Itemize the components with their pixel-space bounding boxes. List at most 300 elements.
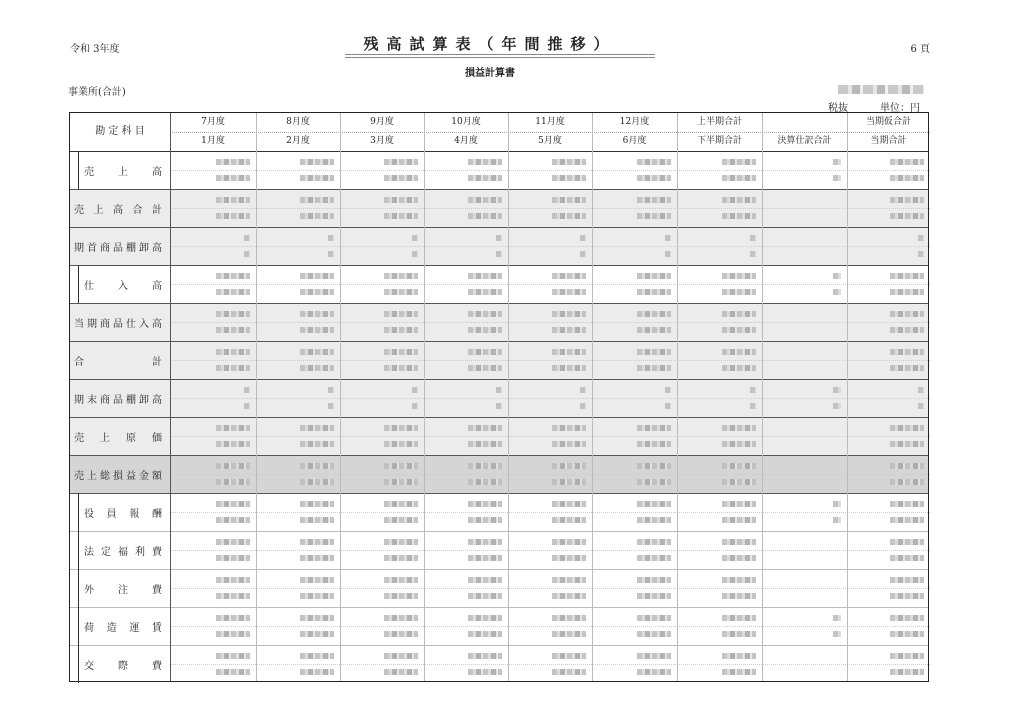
redacted-value: [552, 349, 586, 355]
column-header-bottom: 1月度: [201, 136, 225, 146]
redacted-value: [468, 631, 502, 637]
redacted-value: [468, 425, 502, 431]
redacted-value: [637, 349, 671, 355]
redacted-value: [468, 197, 502, 203]
redacted-value: [216, 441, 250, 447]
redacted-value: [722, 501, 756, 507]
redacted-value: [833, 631, 841, 637]
redacted-value: [468, 539, 502, 545]
account-column-header: 勘 定 科 目: [95, 126, 145, 137]
redacted-value: [637, 365, 671, 371]
redacted-value: [890, 441, 924, 447]
redacted-value: [722, 175, 756, 181]
row-rule: [70, 455, 928, 456]
redacted-value: [722, 653, 756, 659]
redacted-value: [300, 197, 334, 203]
column-header-bottom: 3月度: [370, 136, 394, 146]
redacted-value: [552, 631, 586, 637]
column-rule: [847, 113, 848, 681]
column-header-top: 7月度: [201, 117, 225, 127]
row-label: 当期商品仕入高: [74, 319, 162, 330]
row-rule: [70, 607, 928, 608]
column-header-top: 10月度: [451, 117, 481, 127]
redacted-value: [216, 577, 250, 583]
column-header-top: 当期仮合計: [865, 117, 911, 127]
redacted-value: [552, 479, 586, 485]
redacted-value: [722, 463, 756, 469]
row-divider: [170, 284, 930, 285]
redacted-value: [216, 175, 250, 181]
redacted-value: [637, 289, 671, 295]
redacted-value: [637, 577, 671, 583]
row-label: 売 上 高: [84, 167, 162, 178]
redacted-value: [300, 441, 334, 447]
row-rule: [70, 493, 928, 494]
row-label: 役 員 報 酬: [84, 509, 162, 520]
column-header-bottom: 5月度: [538, 136, 562, 146]
redacted-value: [637, 593, 671, 599]
redacted-value: [552, 289, 586, 295]
redacted-value: [300, 425, 334, 431]
redacted-value: [384, 615, 418, 621]
office-label: 事業所(合計): [68, 87, 126, 98]
redacted-value: [300, 365, 334, 371]
column-header-bottom: 当期合計: [870, 136, 907, 146]
table-row: [70, 645, 928, 683]
column-header-top: 12月度: [619, 117, 650, 127]
redacted-value: [552, 517, 586, 523]
header-bottom-rule: [70, 151, 928, 152]
redacted-value: [552, 425, 586, 431]
redacted-value: [300, 631, 334, 637]
redacted-value: [833, 159, 841, 165]
row-divider: [170, 664, 930, 665]
redacted-value: [552, 539, 586, 545]
redacted-value: [384, 197, 418, 203]
fiscal-year: 令和 3年度: [70, 44, 120, 55]
redacted-value: [890, 159, 924, 165]
redacted-value: [722, 349, 756, 355]
column-rule: [762, 113, 763, 681]
redacted-value: [384, 175, 418, 181]
redacted-value: [300, 539, 334, 545]
table-row: [70, 303, 928, 341]
row-label: 合 計: [74, 357, 162, 368]
redacted-value: [216, 273, 250, 279]
redacted-value: [216, 289, 250, 295]
row-label: 外 注 費: [84, 585, 162, 596]
row-divider: [170, 398, 930, 399]
row-divider: [170, 360, 930, 361]
redacted-value: [890, 653, 924, 659]
redacted-value: [833, 289, 841, 295]
redacted-value: [722, 159, 756, 165]
redacted-value: [890, 327, 924, 333]
redacted-value: [890, 669, 924, 675]
redacted-value: [300, 593, 334, 599]
redacted-value: [468, 365, 502, 371]
redacted-value: [216, 517, 250, 523]
redacted-value: [890, 289, 924, 295]
redacted-value: [833, 387, 841, 393]
redacted-value: [637, 669, 671, 675]
redacted-value: [216, 539, 250, 545]
redacted-value: [328, 403, 334, 409]
redacted-value: [300, 159, 334, 165]
header-divider: [847, 132, 930, 133]
redacted-value: [384, 441, 418, 447]
redacted-value: [665, 387, 671, 393]
redacted-value: [890, 311, 924, 317]
redacted-value: [300, 517, 334, 523]
redacted-value: [384, 365, 418, 371]
redacted-value: [637, 653, 671, 659]
row-divider: [170, 626, 930, 627]
redacted-value: [216, 463, 250, 469]
row-rule: [70, 379, 928, 380]
redacted-value: [300, 463, 334, 469]
redacted-value: [552, 213, 586, 219]
redacted-value: [300, 273, 334, 279]
redacted-value: [890, 197, 924, 203]
redacted-value: [216, 593, 250, 599]
redacted-value: [216, 213, 250, 219]
redacted-value: [637, 311, 671, 317]
redacted-value: [496, 251, 502, 257]
column-rule: [170, 113, 171, 681]
row-rule: [70, 227, 928, 228]
redacted-value: [468, 577, 502, 583]
redacted-value: [468, 669, 502, 675]
redacted-value: [890, 349, 924, 355]
redacted-value: [216, 631, 250, 637]
row-divider: [170, 246, 930, 247]
redacted-value: [637, 273, 671, 279]
redacted-value: [328, 387, 334, 393]
redacted-value: [384, 593, 418, 599]
redacted-value: [890, 273, 924, 279]
redacted-value: [833, 517, 841, 523]
redacted-value: [384, 669, 418, 675]
redacted-value: [468, 175, 502, 181]
redacted-value: [890, 517, 924, 523]
redacted-value: [918, 403, 924, 409]
row-divider: [170, 322, 930, 323]
redacted-value: [890, 615, 924, 621]
row-label: 仕 入 高: [84, 281, 162, 292]
redacted-value: [300, 615, 334, 621]
redacted-value: [890, 425, 924, 431]
row-label: 売 上 原 価: [74, 433, 162, 444]
redacted-value: [722, 289, 756, 295]
redacted-value: [637, 175, 671, 181]
redacted-value: [722, 479, 756, 485]
group-bracket: [78, 151, 79, 189]
redacted-value: [918, 251, 924, 257]
redacted-value: [300, 213, 334, 219]
redacted-value: [890, 213, 924, 219]
redacted-value: [412, 403, 418, 409]
tax-mode: 税抜: [828, 103, 848, 114]
redacted-value: [468, 517, 502, 523]
redacted-value: [890, 555, 924, 561]
redacted-value: [552, 593, 586, 599]
redacted-value: [637, 425, 671, 431]
redacted-value: [722, 631, 756, 637]
redacted-value: [468, 289, 502, 295]
column-header-bottom: 2月度: [286, 136, 310, 146]
redacted-value: [216, 555, 250, 561]
title-underline: [345, 54, 655, 58]
redacted-value: [384, 425, 418, 431]
redacted-value: [468, 349, 502, 355]
redacted-value: [468, 593, 502, 599]
column-header-bottom: 4月度: [454, 136, 478, 146]
row-divider: [170, 208, 930, 209]
table-row: [70, 493, 928, 531]
table-row: [70, 607, 928, 645]
redacted-value: [552, 615, 586, 621]
redacted-value: [216, 669, 250, 675]
redacted-value: [833, 615, 841, 621]
row-rule: [70, 303, 928, 304]
row-rule: [70, 645, 928, 646]
redacted-value: [637, 539, 671, 545]
redacted-value: [750, 251, 756, 257]
redacted-value: [384, 463, 418, 469]
row-rule: [70, 189, 928, 190]
column-header-bottom: 下半期合計: [696, 136, 742, 146]
redacted-value: [216, 311, 250, 317]
redacted-value: [328, 235, 334, 241]
redacted-value: [384, 327, 418, 333]
redacted-value: [637, 479, 671, 485]
unit-label: 単位：円: [880, 103, 920, 114]
redacted-value: [412, 387, 418, 393]
redacted-value: [384, 577, 418, 583]
redacted-value: [637, 159, 671, 165]
redacted-value: [552, 577, 586, 583]
redacted-value: [552, 653, 586, 659]
redacted-value: [300, 669, 334, 675]
redacted-value: [552, 365, 586, 371]
redacted-value: [384, 555, 418, 561]
redacted-value: [552, 463, 586, 469]
redacted-value: [384, 501, 418, 507]
row-divider: [170, 512, 930, 513]
redacted-value: [722, 197, 756, 203]
redacted-value: [468, 213, 502, 219]
redacted-value: [300, 653, 334, 659]
column-header-top: 11月度: [535, 117, 565, 127]
redacted-value: [300, 175, 334, 181]
redacted-value: [384, 311, 418, 317]
redacted-value: [552, 311, 586, 317]
redacted-value: [722, 517, 756, 523]
redacted-value: [300, 327, 334, 333]
redacted-value: [496, 235, 502, 241]
redacted-value: [637, 327, 671, 333]
redacted-value: [384, 159, 418, 165]
redacted-value: [918, 387, 924, 393]
table-row: [70, 341, 928, 379]
redacted-value: [552, 273, 586, 279]
column-rule: [424, 113, 425, 681]
redacted-value: [722, 441, 756, 447]
table-row: [70, 455, 928, 493]
redacted-value: [552, 159, 586, 165]
table-row: [70, 379, 928, 417]
redacted-value: [722, 327, 756, 333]
redacted-value: [580, 387, 586, 393]
trial-balance-table: [69, 112, 929, 682]
redacted-value: [890, 479, 924, 485]
redacted-value: [918, 235, 924, 241]
column-header-top: [762, 113, 847, 132]
redacted-value: [300, 349, 334, 355]
page-number: 6 頁: [910, 44, 930, 55]
redacted-value: [722, 311, 756, 317]
company-name-redacted: [838, 85, 924, 94]
table-row: [70, 531, 928, 569]
row-divider: [170, 170, 930, 171]
redacted-value: [300, 577, 334, 583]
redacted-value: [580, 403, 586, 409]
redacted-value: [468, 555, 502, 561]
table-row: [70, 417, 928, 455]
redacted-value: [468, 653, 502, 659]
redacted-value: [216, 653, 250, 659]
row-divider: [170, 436, 930, 437]
row-label: 期首商品棚卸高: [74, 243, 162, 254]
redacted-value: [468, 311, 502, 317]
redacted-value: [890, 463, 924, 469]
redacted-value: [216, 425, 250, 431]
row-label: 交 際 費: [84, 661, 162, 672]
redacted-value: [890, 593, 924, 599]
column-rule: [256, 113, 257, 681]
redacted-value: [890, 577, 924, 583]
redacted-value: [637, 555, 671, 561]
redacted-value: [552, 669, 586, 675]
column-rule: [508, 113, 509, 681]
redacted-value: [496, 387, 502, 393]
redacted-value: [637, 463, 671, 469]
table-row: [70, 265, 928, 303]
redacted-value: [833, 273, 841, 279]
redacted-value: [468, 159, 502, 165]
redacted-value: [216, 501, 250, 507]
redacted-value: [300, 289, 334, 295]
redacted-value: [722, 555, 756, 561]
redacted-value: [552, 441, 586, 447]
redacted-value: [216, 479, 250, 485]
column-rule: [677, 113, 678, 681]
redacted-value: [300, 501, 334, 507]
row-label: 荷 造 運 賃: [84, 623, 162, 634]
redacted-value: [637, 631, 671, 637]
table-row: [70, 189, 928, 227]
redacted-value: [750, 403, 756, 409]
redacted-value: [216, 197, 250, 203]
redacted-value: [468, 615, 502, 621]
row-rule: [70, 341, 928, 342]
redacted-value: [384, 653, 418, 659]
redacted-value: [384, 631, 418, 637]
redacted-value: [722, 213, 756, 219]
redacted-value: [833, 501, 841, 507]
redacted-value: [384, 289, 418, 295]
redacted-value: [722, 593, 756, 599]
row-label: 売上高合計: [74, 205, 162, 216]
redacted-value: [468, 501, 502, 507]
redacted-value: [750, 235, 756, 241]
redacted-value: [580, 251, 586, 257]
redacted-value: [412, 251, 418, 257]
redacted-value: [637, 615, 671, 621]
redacted-value: [384, 349, 418, 355]
redacted-value: [412, 235, 418, 241]
page-title: 残高試算表（年間推移）: [363, 35, 617, 53]
redacted-value: [244, 251, 250, 257]
redacted-value: [750, 387, 756, 393]
group-bracket: [78, 493, 79, 683]
row-rule: [70, 265, 928, 266]
redacted-value: [244, 235, 250, 241]
redacted-value: [637, 213, 671, 219]
row-rule: [70, 569, 928, 570]
redacted-value: [496, 403, 502, 409]
redacted-value: [384, 479, 418, 485]
redacted-value: [216, 327, 250, 333]
table-row: [70, 569, 928, 607]
redacted-value: [468, 273, 502, 279]
redacted-value: [552, 501, 586, 507]
redacted-value: [637, 197, 671, 203]
redacted-value: [300, 555, 334, 561]
redacted-value: [890, 175, 924, 181]
redacted-value: [384, 213, 418, 219]
redacted-value: [216, 615, 250, 621]
redacted-value: [722, 615, 756, 621]
redacted-value: [384, 517, 418, 523]
redacted-value: [890, 631, 924, 637]
table-row: [70, 151, 928, 189]
column-header-bottom: 6月度: [622, 136, 647, 146]
redacted-value: [722, 539, 756, 545]
report-subtitle: 損益計算書: [465, 68, 515, 79]
redacted-value: [216, 349, 250, 355]
redacted-value: [665, 251, 671, 257]
redacted-value: [637, 517, 671, 523]
redacted-value: [722, 273, 756, 279]
redacted-value: [665, 235, 671, 241]
column-rule: [340, 113, 341, 681]
column-header-top: 9月度: [370, 117, 394, 127]
redacted-value: [216, 159, 250, 165]
redacted-value: [552, 327, 586, 333]
redacted-value: [637, 441, 671, 447]
redacted-value: [384, 273, 418, 279]
redacted-value: [468, 441, 502, 447]
redacted-value: [552, 555, 586, 561]
group-bracket: [78, 265, 79, 303]
redacted-value: [244, 403, 250, 409]
redacted-value: [328, 251, 334, 257]
row-rule: [70, 531, 928, 532]
row-divider: [170, 550, 930, 551]
redacted-value: [833, 403, 841, 409]
